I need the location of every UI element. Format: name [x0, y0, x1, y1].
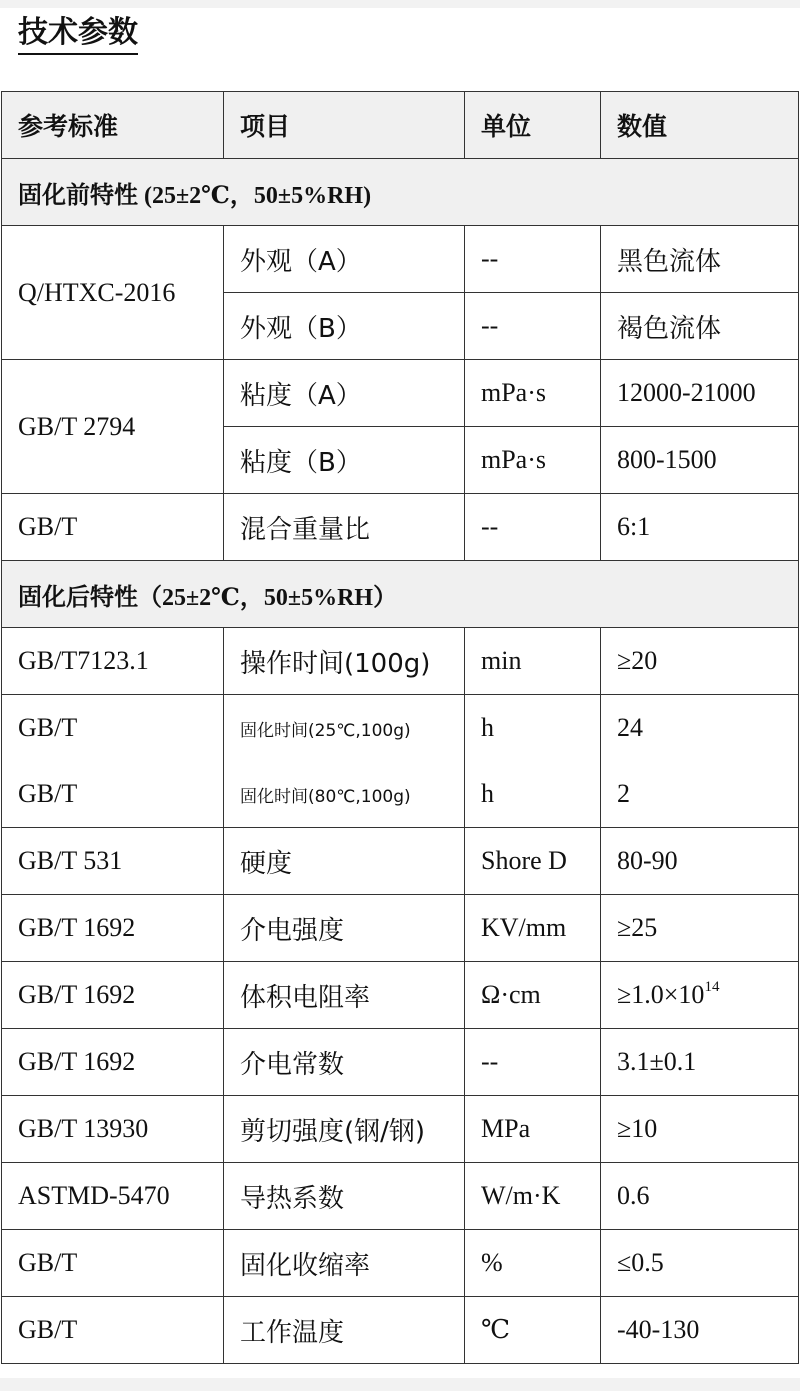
value-cell: 3.1±0.1: [601, 1029, 799, 1096]
value-cell: 800-1500: [601, 427, 799, 494]
section-after-cure: 固化后特性（25±2℃，50±5%RH）: [2, 561, 799, 628]
value-cell: 黑色流体: [601, 226, 799, 293]
standard-cell: GB/T: [2, 494, 224, 561]
unit-cell: h: [465, 761, 601, 828]
value-cell: 0.6: [601, 1163, 799, 1230]
bottom-strip: [0, 1378, 800, 1391]
table-row: [2, 1230, 799, 1297]
table-row: [2, 962, 799, 1029]
table-row: [2, 695, 799, 762]
value-cell: 6:1: [601, 494, 799, 561]
standard-cell: GB/T 1692: [2, 1029, 224, 1096]
item-cell: 导热系数: [224, 1163, 465, 1230]
header-item: 项目: [224, 92, 465, 159]
standard-cell: GB/T 1692: [2, 895, 224, 962]
item-cell: 操作时间(100g): [224, 628, 465, 695]
table-row: [2, 1297, 799, 1364]
item-cell: 剪切强度(钢/钢): [224, 1096, 465, 1163]
table-row: [2, 628, 799, 695]
item-cell: 固化收缩率: [224, 1230, 465, 1297]
item-cell: 硬度: [224, 828, 465, 895]
standard-cell: GB/T 13930: [2, 1096, 224, 1163]
value-cell: ≥20: [601, 628, 799, 695]
unit-cell: --: [465, 293, 601, 360]
value-exponent: 14: [704, 979, 720, 995]
header-value: 数值: [601, 92, 799, 159]
standard-cell: GB/T: [2, 1297, 224, 1364]
item-cell: 工作温度: [224, 1297, 465, 1364]
item-cell: 介电强度: [224, 895, 465, 962]
table-row: [2, 895, 799, 962]
spec-table: [1, 91, 799, 1364]
table-row: [2, 1163, 799, 1230]
header-unit: 单位: [465, 92, 601, 159]
unit-cell: min: [465, 628, 601, 695]
item-cell: 外观（A）: [224, 226, 465, 293]
header-row: [2, 92, 799, 159]
item-cell: 介电常数: [224, 1029, 465, 1096]
unit-cell: MPa: [465, 1096, 601, 1163]
item-cell: 粘度（A）: [224, 360, 465, 427]
value-base: ≥1.0×10: [617, 980, 705, 1009]
unit-cell: --: [465, 494, 601, 561]
header-standard: 参考标准: [2, 92, 224, 159]
standard-cell: GB/T 531: [2, 828, 224, 895]
unit-cell: %: [465, 1230, 601, 1297]
unit-cell: ℃: [465, 1297, 601, 1364]
value-cell: 12000-21000: [601, 360, 799, 427]
table-row: [2, 761, 799, 828]
unit-cell: mPa·s: [465, 360, 601, 427]
value-cell: [601, 962, 799, 1029]
unit-cell: mPa·s: [465, 427, 601, 494]
top-strip: [0, 0, 800, 8]
standard-cell: GB/T 1692: [2, 962, 224, 1029]
value-cell: 24: [601, 695, 799, 762]
item-cell: 固化时间(25℃,100g): [224, 695, 465, 762]
table-row: [2, 494, 799, 561]
value-cell: ≥25: [601, 895, 799, 962]
table-row: [2, 1096, 799, 1163]
value-cell: 褐色流体: [601, 293, 799, 360]
standard-cell: GB/T 2794: [2, 360, 224, 494]
table-row: [2, 226, 799, 293]
value-cell: 80-90: [601, 828, 799, 895]
unit-cell: W/m·K: [465, 1163, 601, 1230]
standard-cell: GB/T: [2, 1230, 224, 1297]
standard-cell: GB/T: [2, 695, 224, 762]
value-cell: ≥10: [601, 1096, 799, 1163]
table-row: [2, 828, 799, 895]
value-cell: -40-130: [601, 1297, 799, 1364]
standard-cell: GB/T7123.1: [2, 628, 224, 695]
section-row: [2, 159, 799, 226]
unit-cell: Ω·cm: [465, 962, 601, 1029]
item-cell: 固化时间(80℃,100g): [224, 761, 465, 828]
value-cell: ≤0.5: [601, 1230, 799, 1297]
unit-cell: KV/mm: [465, 895, 601, 962]
standard-cell: GB/T: [2, 761, 224, 828]
value-cell: 2: [601, 761, 799, 828]
table-row: [2, 360, 799, 427]
section-row: [2, 561, 799, 628]
unit-cell: Shore D: [465, 828, 601, 895]
item-cell: 外观（B）: [224, 293, 465, 360]
item-cell: 粘度（B）: [224, 427, 465, 494]
standard-cell: ASTMD-5470: [2, 1163, 224, 1230]
unit-cell: h: [465, 695, 601, 762]
page-title: 技术参数: [18, 14, 138, 55]
table-row: [2, 1029, 799, 1096]
item-cell: 混合重量比: [224, 494, 465, 561]
standard-cell: Q/HTXC-2016: [2, 226, 224, 360]
unit-cell: --: [465, 226, 601, 293]
unit-cell: --: [465, 1029, 601, 1096]
item-cell: 体积电阻率: [224, 962, 465, 1029]
section-before-cure: 固化前特性 (25±2℃，50±5%RH): [2, 159, 799, 226]
